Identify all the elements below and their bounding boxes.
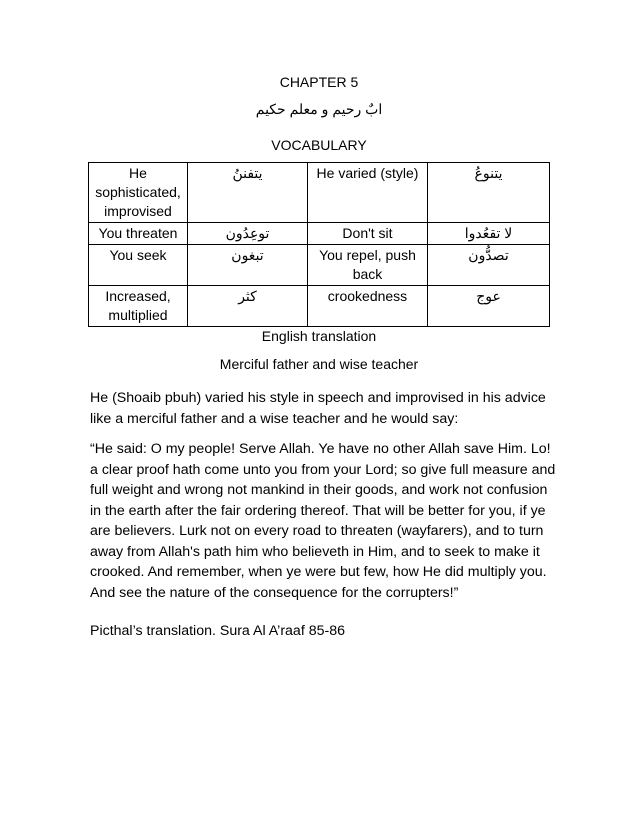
table-row — [89, 223, 550, 245]
vocab-arabic-cell: تبغون — [188, 245, 308, 286]
section-subheading: Merciful father and wise teacher — [219, 356, 419, 372]
vocab-english-cell: Don't sit — [308, 223, 428, 245]
citation: Picthal’s translation. Sura Al A’raaf 85-86 — [90, 623, 345, 639]
translation-heading: English translation — [261, 328, 377, 344]
chapter-title: CHAPTER 5 — [279, 74, 359, 90]
vocabulary-heading: VOCABULARY — [271, 137, 367, 153]
vocab-english-cell: He varied (style) — [308, 163, 428, 223]
vocab-arabic-cell: عوج — [428, 286, 550, 327]
vocab-english-cell: Increased, multiplied — [89, 286, 188, 327]
intro-paragraph: He (Shoaib pbuh) varied his style in speech and improvised in his advice like a merciful father and a wise teacher and he would say: — [90, 390, 546, 427]
vocabulary-table — [88, 162, 550, 327]
vocab-english-cell: You seek — [89, 245, 188, 286]
vocab-arabic-cell: كثر — [188, 286, 308, 327]
vocab-arabic-cell: لا تقعُدوا — [428, 223, 550, 245]
table-row — [89, 245, 550, 286]
vocab-arabic-cell: تصدُّون — [428, 245, 550, 286]
vocab-arabic-cell: يتنوعُ — [428, 163, 550, 223]
vocab-arabic-cell: يتفننُ — [188, 163, 308, 223]
table-row — [89, 163, 550, 223]
vocab-english-cell: crookedness — [308, 286, 428, 327]
vocab-arabic-cell: توعِدُون — [188, 223, 308, 245]
vocab-english-cell: He sophisticated, improvised — [89, 163, 188, 223]
vocab-english-cell: You repel, push back — [308, 245, 428, 286]
vocab-english-cell: You threaten — [89, 223, 188, 245]
quote-paragraph: “He said: O my people! Serve Allah. Ye have no other Allah save Him. Lo! a clear proof hath come unto you from your Lord; so give full measure and full weight and wrong not mankind in their goods, and work not confusion in the earth after the fair ordering thereof. That will be better for you, if ye are believers. Lurk not on every road to threaten (wayfarers), and to turn away from Allah's path him who believeth in Him, and to seek to make it crooked. And remember, when ye were but few, how He did multiply you. And see the nature of the consequence for the corrupters!” — [90, 441, 556, 601]
arabic-title: ابٌ رحيم و معلم حكيم — [255, 101, 383, 117]
table-row — [89, 286, 550, 327]
